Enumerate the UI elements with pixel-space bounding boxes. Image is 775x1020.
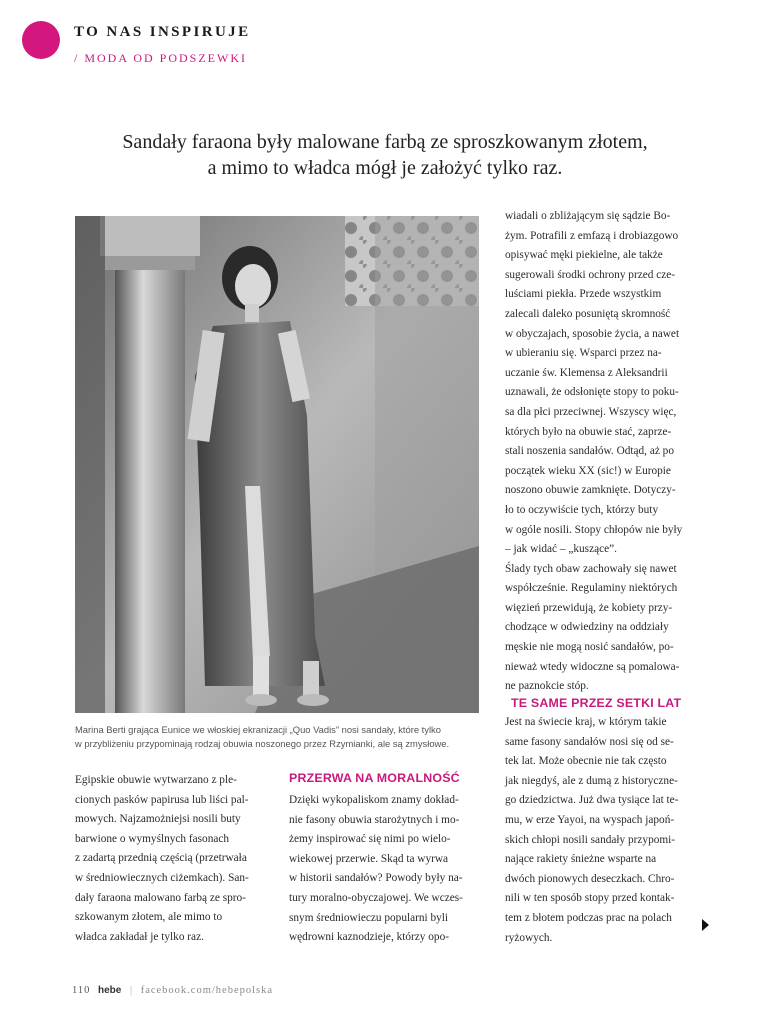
text-line: tem z błotem podczas prac na polach bbox=[505, 911, 672, 924]
footer-divider: | bbox=[129, 985, 133, 996]
text-line: których było na obuwie stać, zaprze- bbox=[505, 425, 672, 438]
continue-arrow-icon[interactable] bbox=[702, 919, 709, 931]
text-line: barwione o wymyślnych fasonach bbox=[75, 832, 230, 845]
page-footer bbox=[72, 985, 273, 996]
text-line: dwóch pionowych deseczkach. Chro- bbox=[505, 872, 675, 885]
section-title: TO NAS INSPIRUJE bbox=[74, 24, 251, 40]
text-line: Ślady tych obaw zachowały się nawet bbox=[505, 562, 677, 575]
article-column-2 bbox=[289, 791, 484, 948]
text-line: w historii sandałów? Powody były na- bbox=[289, 872, 463, 885]
text-line: z zadartą przednią częścią (przetrwała bbox=[75, 852, 247, 865]
text-line: noszono obuwie zamknięte. Dotyczy- bbox=[505, 484, 676, 497]
subhead-przerwa: PRZERWA NA MORALNOŚĆ bbox=[289, 771, 460, 785]
text-line: chodzące w odwiedziny na oddziały bbox=[505, 621, 669, 634]
caption-line: Marina Berti grająca Eunice we włoskiej ekranizacji „Quo Vadis” nosi sandały, które tylko bbox=[75, 724, 441, 735]
text-line: tury moralno-obyczajowej. We wczes- bbox=[289, 891, 463, 904]
text-line: dały faraona malowano farbą ze spro- bbox=[75, 891, 246, 904]
text-line: żym. Potrafili z emfazą i drobiazgowo bbox=[505, 229, 679, 242]
brand-logo: hebe bbox=[98, 985, 122, 996]
article-column-1 bbox=[75, 771, 270, 947]
text-line: w ogóle nosili. Stopy chłopów nie były bbox=[505, 523, 683, 536]
text-line: tek lat. Może obecnie nie tak często bbox=[505, 755, 667, 768]
text-line: Dzięki wykopaliskom znamy dokład- bbox=[289, 794, 459, 806]
text-line: sa dla płci przeciwnej. Wszyscy więc, bbox=[505, 405, 677, 418]
subhead-te-same: TE SAME PRZEZ SETKI LAT bbox=[511, 696, 682, 710]
text-line: ło to oczywiście tych, którzy buty bbox=[505, 503, 659, 516]
film-still-photo bbox=[75, 216, 479, 713]
text-line: opisywać męki piekielne, ale także bbox=[505, 249, 663, 262]
text-line: luściami piekła. Przede wszystkim bbox=[505, 288, 662, 301]
caption-line: w przybliżeniu przypominają rodzaj obuwia noszonego przez Rzymianki, ale są zmysłowe. bbox=[75, 738, 450, 749]
text-line: jak niegdyś, ale z dumą z historyczne- bbox=[505, 774, 678, 787]
text-line: w ubieraniu się. Wsparci przez na- bbox=[505, 347, 662, 360]
text-line: – jak widać – „kuszące”. bbox=[505, 543, 617, 556]
text-line: ryżowych. bbox=[505, 931, 553, 944]
text-line: w średniowiecznych ciżemkach). San- bbox=[75, 871, 249, 884]
text-line: współcześnie. Regulaminy niektórych bbox=[505, 582, 678, 595]
footer-url[interactable]: facebook.com/hebepolska bbox=[140, 985, 274, 996]
text-line: ne paznokcie stóp. bbox=[505, 680, 589, 693]
text-line: uznawali, że odsłonięte stopy to poku- bbox=[505, 386, 679, 399]
text-line: nające rakiety śnieżne wsparte na bbox=[505, 853, 657, 866]
text-line: uczanie św. Klemensa z Aleksandrii bbox=[505, 366, 668, 379]
text-line: zalecali daleko posuniętą skromność bbox=[505, 307, 671, 320]
page-number: 110 bbox=[72, 985, 91, 996]
text-line: wędrowni kaznodzieje, którzy opo- bbox=[289, 931, 449, 944]
photo-caption bbox=[75, 723, 495, 751]
text-line: wiadali o zbliżającym się sądzie Bo- bbox=[505, 210, 671, 222]
text-line: męskie nie mogą nosić sandałów, po- bbox=[505, 641, 674, 654]
text-line: skich chłopi nosili sandały przypomi- bbox=[505, 833, 676, 846]
text-line: nili w ten sposób stopy przed kontak- bbox=[505, 892, 675, 905]
section-dot bbox=[22, 21, 60, 59]
text-line: wiekowej przerwie. Skąd ta wyrwa bbox=[289, 852, 449, 865]
text-line: nieważ wtedy widoczne są pomalowa- bbox=[505, 660, 680, 673]
article-column-4 bbox=[505, 713, 705, 948]
text-line: żemy inspirować się nimi po wielo- bbox=[289, 833, 451, 846]
text-line: mu, w erze Yayoi, na wyspach japoń- bbox=[505, 813, 675, 826]
text-line: w obyczajach, sposobie życia, a nawet bbox=[505, 327, 680, 340]
text-line: władca zakładał je tylko raz. bbox=[75, 930, 204, 943]
text-line: snym średniowieczu popularni byli bbox=[289, 911, 449, 924]
article-column-3 bbox=[505, 207, 705, 697]
pull-quote-line: Sandały faraona były malowane farbą ze sproszkowanym złotem, bbox=[122, 131, 648, 153]
text-line: Egipskie obuwie wytwarzano z ple- bbox=[75, 774, 237, 786]
text-line: początek wieku XX (sic!) w Europie bbox=[505, 464, 671, 477]
text-line: stali noszenia sandałów. Odtąd, aż po bbox=[505, 445, 674, 458]
text-line: sugerowali środki ochrony przed cze- bbox=[505, 268, 676, 281]
text-line: cionych pasków papirusa lub liści pal- bbox=[75, 793, 249, 806]
text-line: mowych. Najzamożniejsi nosili buty bbox=[75, 813, 241, 826]
text-line: więzień przewidują, że kobiety przy- bbox=[505, 601, 673, 614]
pull-quote-line: a mimo to władca mógł je założyć tylko raz. bbox=[207, 157, 563, 179]
section-subtitle: / MODA OD PODSZEWKI bbox=[74, 51, 247, 65]
text-line: szkowanym złotem, ale mimo to bbox=[75, 911, 223, 924]
text-line: nie fasony obuwia starożytnych i mo- bbox=[289, 813, 460, 826]
pull-quote bbox=[70, 129, 700, 181]
text-line: go dziedzictwa. Już dwa tysiące lat te- bbox=[505, 794, 679, 807]
text-line: same fasony sandałów nosi się od se- bbox=[505, 735, 674, 748]
text-line: Jest na świecie kraj, w którym takie bbox=[505, 716, 667, 728]
